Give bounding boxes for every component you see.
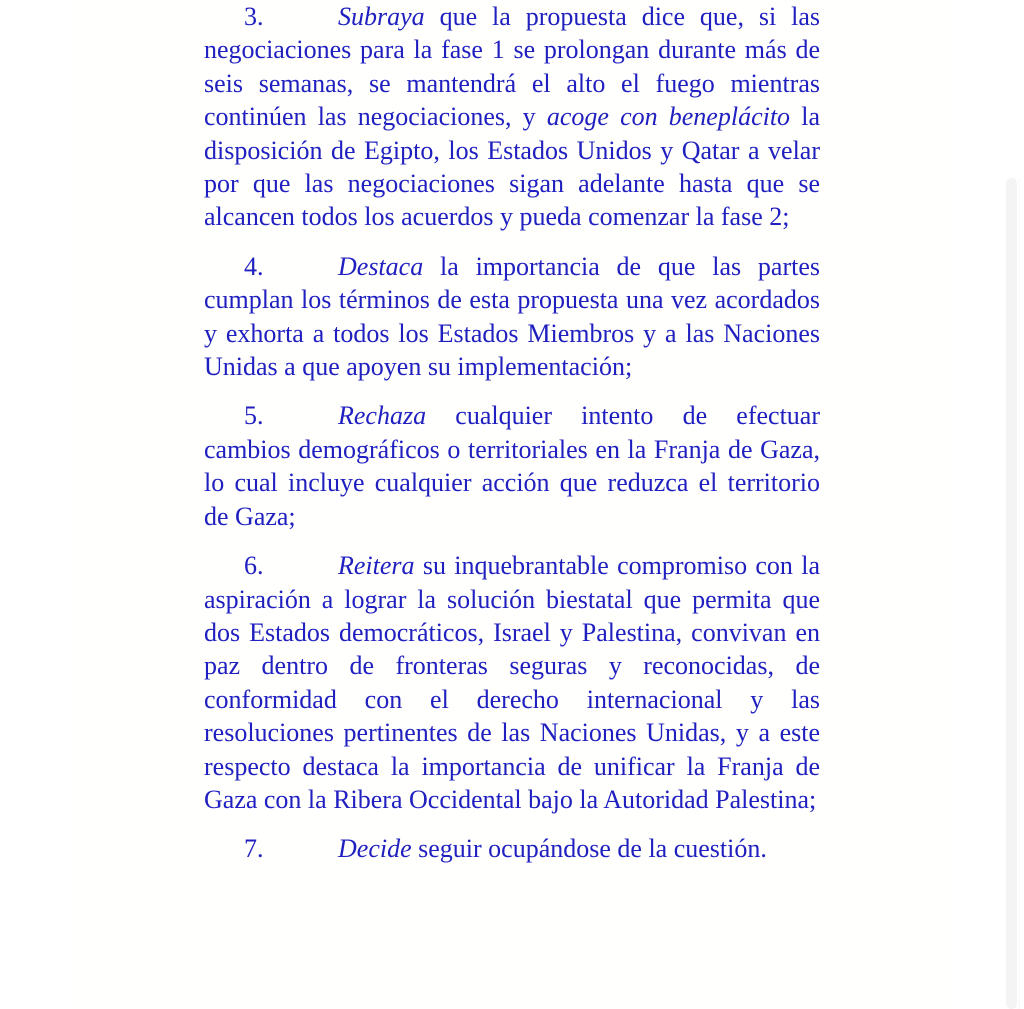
- numbered-paragraph-7: [204, 832, 820, 865]
- paragraph-text-6a: su inquebrantable compromiso con la aspiración a lograr la solución biestatal que permita que dos Estados democráticos, Israel y Palestina, convivan en paz dentro de fronteras seguras y reconocidas, de conformidad con el derecho internacional y las resoluciones pertinentes de las Naciones Unidas, y a este respecto destaca la importancia de unificar la Franja de Gaza con la Ribera Occidental bajo la Autoridad Palestina;: [204, 551, 820, 814]
- paragraph-text-3a: que la propuesta dice que, si las negociaciones para la fase 1 se prolongan durante más de seis semanas, se mantendrá el alto el fuego mientras continúen las negociaciones, y: [204, 2, 820, 132]
- paragraph-italic-phrase-3: acoge con beneplácito: [546, 102, 791, 132]
- document-text-column: [204, 0, 820, 866]
- paragraph-lead-word-7: Decide: [338, 834, 412, 864]
- numbered-paragraph-4: [204, 250, 820, 384]
- paragraph-number-7: 7.: [244, 834, 264, 864]
- numbered-paragraph-6: [204, 549, 820, 816]
- paragraph-text-4a: la importancia de que las partes cumplan los términos de esta propuesta una vez acordados y exhorta a todos los Estados Miembros y a las Naciones Unidas a que apoyen su implementación;: [204, 251, 820, 382]
- paragraph-text-7a: seguir ocupándose de la cuestión.: [411, 834, 767, 864]
- paragraph-number-6: 6.: [244, 551, 264, 581]
- paragraph-text-3b: la disposición de Egipto, los Estados Unidos y Qatar a velar por que las negociaciones sigan adelante hasta que se alcancen todos los acuerdos y pueda comenzar la fase 2;: [204, 102, 820, 232]
- numbered-paragraph-5: [204, 399, 820, 533]
- paragraph-number-4: 4.: [244, 251, 264, 281]
- paragraph-number-5: 5.: [244, 401, 264, 431]
- paragraph-lead-word-5: Rechaza: [338, 401, 427, 431]
- paragraph-number-3: 3.: [244, 2, 264, 31]
- paragraph-lead-word-6: Reitera: [338, 551, 415, 581]
- scrollbar-edge-line: [1018, 178, 1020, 1009]
- paragraph-lead-word-3: Subraya: [338, 2, 425, 31]
- paragraph-lead-word-4: Destaca: [338, 251, 424, 281]
- paragraph-text-5a: cualquier intento de efectuar cambios demográficos o territoriales en la Franja de Gaza, lo cual incluye cualquier acción que reduzca el territorio de Gaza;: [204, 401, 820, 531]
- numbered-paragraph-3: [204, 0, 820, 234]
- vertical-scrollbar[interactable]: [1006, 178, 1017, 1009]
